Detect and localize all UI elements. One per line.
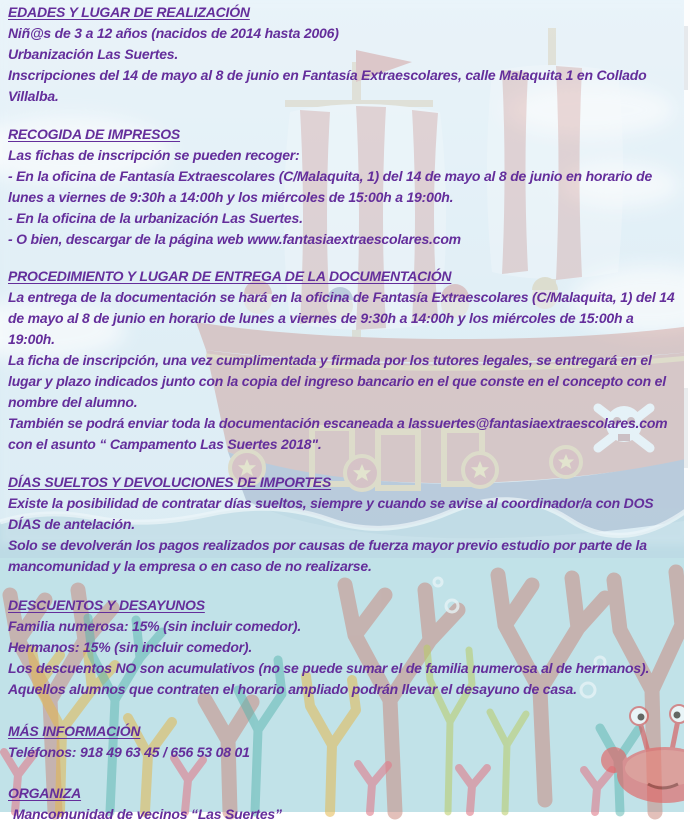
section-heading: ORGANIZA (8, 785, 82, 801)
section-mas-informacion (8, 721, 682, 763)
section-dias-sueltos-devoluciones (8, 472, 682, 577)
flyer-line: Existe la posibilidad de contratar días sueltos, siempre y cuando se avise al coordinador/a con DOS DÍAS de antelación. (8, 495, 654, 532)
flyer-line: Hermanos: 15% (sin incluir comedor). (8, 639, 253, 655)
section-heading: MÁS INFORMACIÓN (8, 723, 141, 739)
flyer-line: Las fichas de inscripción se pueden recoger: (8, 147, 300, 163)
section-heading: RECOGIDA DE IMPRESOS (8, 126, 181, 142)
section-organiza (8, 783, 682, 825)
section-edades-y-lugar (8, 2, 682, 107)
flyer-line: Familia numerosa: 15% (sin incluir comedor). (8, 618, 302, 634)
phone-numbers: Teléfonos: 918 49 63 45 / 656 53 08 01 (8, 744, 250, 760)
section-heading: DESCUENTOS Y DESAYUNOS (8, 597, 205, 613)
organizer-name: Mancomunidad de vecinos “Las Suertes” (13, 806, 282, 822)
flyer-line: Los descuentos NO son acumulativos (no se puede sumar el de familia numerosa al de hermanos). (8, 660, 650, 676)
flyer-line: También se podrá enviar toda la documentación escaneada a lassuertes@fantasiaextraescolares.com con el asunto “ Campamento Las Suertes 2018". (8, 415, 668, 452)
section-procedimiento-entrega (8, 266, 682, 455)
flyer-line: Aquellos alumnos que contraten el horario ampliado podrán llevar el desayuno de casa. (8, 681, 577, 697)
flyer-line: Solo se devolverán los pagos realizados por causas de fuerza mayor previo estudio por parte de la mancomunidad y la empresa o en caso de no realizarse. (8, 537, 647, 574)
section-heading: PROCEDIMIENTO Y LUGAR DE ENTREGA DE LA DOCUMENTACIÓN (8, 268, 452, 284)
flyer-line: - En la oficina de la urbanización Las Suertes. (8, 210, 303, 226)
section-heading: EDADES Y LUGAR DE REALIZACIÓN (8, 4, 250, 20)
section-descuentos-desayunos (8, 595, 682, 700)
flyer-line: Niñ@s de 3 a 12 años (nacidos de 2014 hasta 2006) (8, 25, 339, 41)
section-recogida-de-impresos (8, 124, 682, 250)
flyer-line: La ficha de inscripción, una vez cumplimentada y firmada por los tutores legales, se entregará en el lugar y plazo indicados junto con la copia del ingreso bancario en el que conste en el concepto con el nombre del alumno. (8, 352, 666, 410)
flyer-line: Inscripciones del 14 de mayo al 8 de junio en Fantasía Extraescolares, calle Malaquita 1 en Collado Villalba. (8, 67, 647, 104)
flyer-line: La entrega de la documentación se hará en la oficina de Fantasía Extraescolares (C/Malaquita, 1) del 14 de mayo al 8 de junio en horario de lunes a viernes de 9:30h a 14:00h y los miércoles de 15:00h a 19:00h. (8, 289, 675, 347)
flyer-line: - O bien, descargar de la página web www.fantasiaextraescolares.com (8, 231, 461, 247)
page-right-edge (684, 0, 690, 812)
section-heading: DÍAS SUELTOS Y DEVOLUCIONES DE IMPORTES (8, 474, 332, 490)
flyer-line: Urbanización Las Suertes. (8, 46, 179, 62)
flyer-line: - En la oficina de Fantasía Extraescolares (C/Malaquita, 1) del 14 de mayo al 8 de junio en horario de lunes a viernes de 9:30h a 14:00h y los miércoles de 15:00h a 19:00h. (8, 168, 653, 205)
